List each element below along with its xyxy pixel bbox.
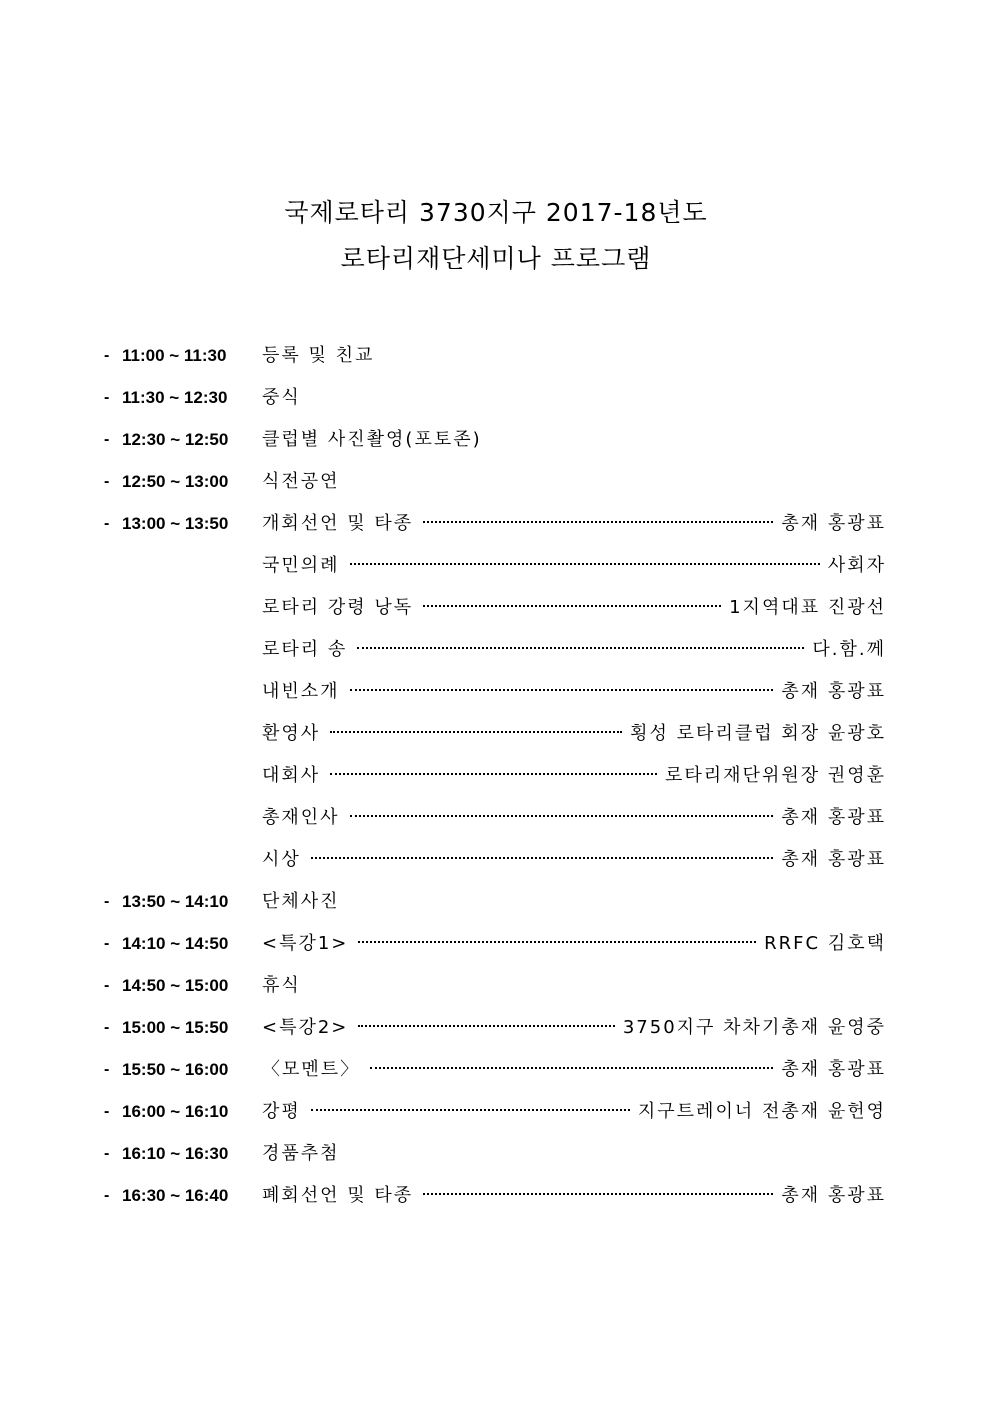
program-row <box>0 797 992 839</box>
row-bullet: - <box>104 473 110 490</box>
item-label: 〈모멘트〉 <box>262 1059 361 1080</box>
row-time: 11:00 ~ 11:30 <box>122 346 227 365</box>
dot-leader <box>330 773 657 775</box>
row-bullet: - <box>104 935 110 952</box>
item-label: 휴식 <box>262 975 301 996</box>
row-item <box>262 923 886 965</box>
row-bullet: - <box>104 347 110 364</box>
row-item <box>262 1175 886 1217</box>
item-presenter: 총재 홍광표 <box>781 1059 886 1080</box>
row-item <box>262 713 886 755</box>
row-bullet: - <box>104 389 110 406</box>
item-label: 등록 및 친교 <box>262 345 375 366</box>
dot-leader <box>350 815 774 817</box>
row-item <box>262 965 886 1007</box>
program-row <box>0 503 992 545</box>
item-label: 시상 <box>262 849 301 870</box>
item-presenter: RRFC 김호택 <box>764 933 886 954</box>
dot-leader <box>358 941 756 943</box>
program-row <box>0 839 992 881</box>
item-label: 단체사진 <box>262 891 340 912</box>
row-item <box>262 545 886 587</box>
dot-leader <box>350 689 774 691</box>
dot-leader <box>423 1193 773 1195</box>
program-row <box>0 1175 992 1217</box>
row-item <box>262 839 886 881</box>
program-row <box>0 1133 992 1175</box>
item-presenter: 총재 홍광표 <box>781 807 886 828</box>
item-presenter: 3750지구 차차기총재 윤영중 <box>622 1017 886 1038</box>
row-time: 12:30 ~ 12:50 <box>122 430 229 449</box>
item-label: 내빈소개 <box>262 681 340 702</box>
row-time: 16:30 ~ 16:40 <box>122 1186 229 1205</box>
dot-leader <box>423 605 721 607</box>
item-presenter: 총재 홍광표 <box>781 849 886 870</box>
row-item <box>262 671 886 713</box>
row-item <box>262 587 886 629</box>
dot-leader <box>330 731 622 733</box>
item-presenter: 횡성 로타리클럽 회장 윤광호 <box>630 723 886 744</box>
row-item <box>262 629 886 671</box>
row-bullet: - <box>104 1187 110 1204</box>
dot-leader <box>370 1067 773 1069</box>
dot-leader <box>357 647 804 649</box>
item-presenter: 지구트레이너 전총재 윤헌영 <box>637 1101 886 1122</box>
row-time: 14:10 ~ 14:50 <box>122 934 229 953</box>
row-bullet: - <box>104 1145 110 1162</box>
item-label: 환영사 <box>262 723 321 744</box>
item-presenter: 1지역대표 진광선 <box>729 597 886 618</box>
item-label: 강평 <box>262 1101 301 1122</box>
item-presenter: 로타리재단위원장 권영훈 <box>665 765 886 786</box>
row-item <box>262 419 886 461</box>
program-row <box>0 671 992 713</box>
title-line-2: 로타리재단세미나 프로그램 <box>340 244 652 273</box>
row-item <box>262 1049 886 1091</box>
title-line-1: 국제로타리 3730지구 2017-18년도 <box>284 198 708 227</box>
program-row <box>0 545 992 587</box>
row-bullet: - <box>104 977 110 994</box>
row-time: 16:00 ~ 16:10 <box>122 1102 229 1121</box>
item-label: <특강1> <box>262 933 349 954</box>
item-label: <특강2> <box>262 1017 349 1038</box>
program-row <box>0 965 992 1007</box>
program-row <box>0 755 992 797</box>
row-item <box>262 1133 886 1175</box>
row-item <box>262 461 886 503</box>
item-presenter: 다.함.께 <box>812 639 886 660</box>
row-item <box>262 1007 886 1049</box>
row-item <box>262 1091 886 1133</box>
row-item <box>262 503 886 545</box>
dot-leader <box>350 563 820 565</box>
program-row <box>0 587 992 629</box>
row-bullet: - <box>104 1103 110 1120</box>
row-item <box>262 377 886 419</box>
row-bullet: - <box>104 1019 110 1036</box>
program-row <box>0 1007 992 1049</box>
program-row <box>0 461 992 503</box>
item-label: 클럽별 사진촬영(포토존) <box>262 429 482 450</box>
item-label: 대회사 <box>262 765 321 786</box>
program-row <box>0 1049 992 1091</box>
program-row <box>0 713 992 755</box>
dot-leader <box>311 857 774 859</box>
item-label: 경품추첨 <box>262 1143 340 1164</box>
item-label: 국민의례 <box>262 555 340 576</box>
program-row <box>0 881 992 923</box>
row-time: 13:00 ~ 13:50 <box>122 514 229 533</box>
row-time: 16:10 ~ 16:30 <box>122 1144 229 1163</box>
row-item <box>262 335 886 377</box>
row-time: 15:50 ~ 16:00 <box>122 1060 229 1079</box>
item-presenter: 총재 홍광표 <box>781 513 886 534</box>
row-item <box>262 881 886 923</box>
row-bullet: - <box>104 431 110 448</box>
program-row <box>0 335 992 377</box>
row-time: 14:50 ~ 15:00 <box>122 976 229 995</box>
item-presenter: 총재 홍광표 <box>781 1185 886 1206</box>
item-label: 식전공연 <box>262 471 340 492</box>
program-row <box>0 1091 992 1133</box>
row-bullet: - <box>104 1061 110 1078</box>
dot-leader <box>358 1025 614 1027</box>
document-title <box>0 190 992 282</box>
row-time: 13:50 ~ 14:10 <box>122 892 229 911</box>
row-time: 11:30 ~ 12:30 <box>122 388 228 407</box>
item-label: 로타리 송 <box>262 639 348 660</box>
item-presenter: 총재 홍광표 <box>781 681 886 702</box>
dot-leader <box>423 521 773 523</box>
row-time: 12:50 ~ 13:00 <box>122 472 229 491</box>
row-item <box>262 797 886 839</box>
item-label: 총재인사 <box>262 807 340 828</box>
item-label: 폐회선언 및 타종 <box>262 1185 414 1206</box>
row-time: 15:00 ~ 15:50 <box>122 1018 229 1037</box>
program-row <box>0 629 992 671</box>
item-label: 중식 <box>262 387 301 408</box>
item-label: 로타리 강령 낭독 <box>262 597 414 618</box>
program-row <box>0 923 992 965</box>
dot-leader <box>311 1109 630 1111</box>
item-label: 개회선언 및 타종 <box>262 513 414 534</box>
program-row <box>0 377 992 419</box>
row-bullet: - <box>104 893 110 910</box>
program-row <box>0 419 992 461</box>
item-presenter: 사회자 <box>827 555 886 576</box>
row-item <box>262 755 886 797</box>
row-bullet: - <box>104 515 110 532</box>
